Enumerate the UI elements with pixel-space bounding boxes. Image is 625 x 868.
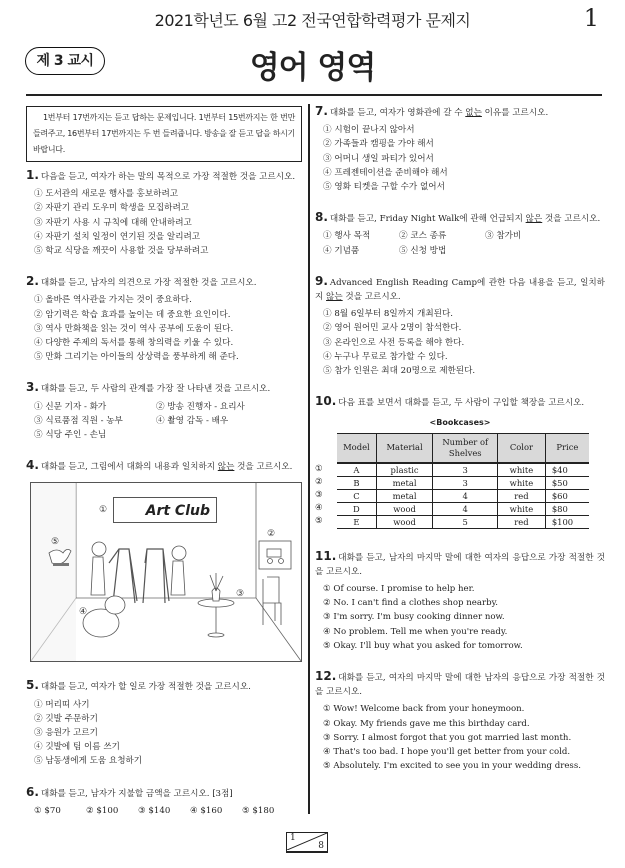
option-4[interactable]: ④ 다양한 주제의 독서를 통해 창의력을 키울 수 있다. [34, 338, 234, 349]
row-mark-4[interactable]: ④ [315, 502, 323, 513]
option-1[interactable]: ① 행사 목적 [323, 231, 371, 242]
option-5[interactable]: ⑤ 영화 티켓을 구할 수가 없어서 [323, 182, 445, 193]
bookcase-table-wrapper [315, 433, 605, 529]
question-number: 11. [315, 548, 337, 563]
page-number: 1 [583, 4, 599, 32]
option-3[interactable]: ③ 응원가 고르기 [34, 728, 98, 739]
question-stem: 대화를 듣고, 여자가 할 일로 가장 적절한 것을 고르시오. [40, 682, 251, 693]
option-2[interactable]: ② 암기력은 학습 효과를 높이는 데 중요한 요인이다. [34, 309, 231, 320]
option-3[interactable]: ③ $140 [138, 805, 171, 816]
question-7 [315, 104, 605, 194]
question-stem: 대화를 듣고, 남자의 마지막 말에 대한 여자의 응답으로 가장 적절한 것을 고르시오. [315, 552, 605, 577]
table-cell: red [498, 489, 546, 502]
table-cell: metal [376, 476, 433, 489]
question-stem: 대화를 듣고, 그림에서 대화의 내용과 일치하지 [40, 462, 218, 473]
table-cell: red [498, 515, 546, 528]
table-cell: $40 [545, 463, 589, 477]
question-5 [26, 678, 302, 768]
table-cell: white [498, 502, 546, 515]
option-2[interactable]: ② $100 [86, 805, 119, 816]
table-cell: metal [376, 489, 433, 502]
option-1[interactable]: ① 8월 6일부터 8일까지 개최된다. [323, 309, 453, 320]
option-3[interactable]: ③ 참가비 [485, 231, 522, 242]
option-3[interactable]: ③ 어머니 생일 파티가 있어서 [323, 153, 434, 164]
option-1[interactable]: ① 머리띠 사기 [34, 699, 90, 710]
table-cell: E [337, 515, 376, 528]
question-3 [26, 380, 302, 442]
row-mark-5[interactable]: ⑤ [315, 515, 323, 526]
option-3[interactable]: ③ 온라인으로 사전 등록을 해야 한다. [323, 337, 465, 348]
page-indicator [286, 832, 328, 853]
current-page: 1 [290, 833, 296, 843]
option-1[interactable]: ① Of course. I promise to help her. [323, 584, 475, 595]
option-2[interactable]: ② No. I can't find a clothes shop nearby. [323, 598, 499, 609]
table-cell: $80 [545, 502, 589, 515]
column-header: Price [545, 433, 589, 463]
option-5[interactable]: ⑤ 신청 방법 [399, 245, 447, 256]
option-4[interactable]: ④ 프레젠테이션을 준비해야 해서 [323, 167, 448, 178]
table-cell: D [337, 502, 376, 515]
column-header: Model [337, 433, 376, 463]
table-cell: $50 [545, 476, 589, 489]
table-cell: 3 [433, 476, 498, 489]
question-number: 6. [26, 784, 39, 799]
table-cell: $60 [545, 489, 589, 502]
question-11 [315, 549, 605, 653]
table-cell: plastic [376, 463, 433, 477]
question-number: 8. [315, 210, 328, 225]
question-8 [315, 210, 605, 258]
listening-notice: 1번부터 17번까지는 듣고 답하는 문제입니다. 1번부터 15번까지는 한 번만 들려주고, 16번부터 17번까지는 두 번 들려줍니다. 방송을 잘 듣고 답을 하시기 바랍니다. [26, 106, 302, 162]
art-club-banner: Art Club [113, 497, 217, 523]
question-9 [315, 274, 605, 378]
question-10 [315, 394, 605, 528]
option-3[interactable]: ③ Sorry. I almost forgot that you got married last month. [323, 732, 572, 743]
table-header-row [337, 433, 589, 463]
question-stem: 다음 표를 보면서 대화를 듣고, 두 사람이 구입할 책장을 고르시오. [338, 398, 585, 409]
option-3[interactable]: ③ 역사 만화책을 읽는 것이 역사 공부에 도움이 된다. [34, 323, 234, 334]
right-column [315, 102, 605, 774]
option-4[interactable]: ④ No problem. Tell me when you're ready. [323, 626, 508, 637]
table-cell: 4 [433, 489, 498, 502]
left-column [26, 102, 302, 818]
option-5[interactable]: ⑤ Okay. I'll buy what you asked for tomorrow. [323, 640, 523, 651]
table-caption: <Bookcases> [429, 418, 491, 428]
column-header: Color [498, 433, 546, 463]
table-cell: 5 [433, 515, 498, 528]
bookcase-table [337, 433, 589, 529]
question-number: 1. [26, 168, 39, 182]
table-row-marks [315, 433, 337, 529]
option-5[interactable]: ⑤ $180 [242, 805, 275, 816]
total-pages: 8 [318, 841, 324, 851]
question-4 [26, 458, 302, 662]
table-cell: white [498, 463, 546, 477]
option-4[interactable]: ④ 누구나 무료로 참가할 수 있다. [323, 351, 448, 362]
question-stem-end: 것을 고르시오. [234, 462, 293, 473]
option-4[interactable]: ④ 깃발에 팀 이름 쓰기 [34, 742, 120, 753]
row-mark-1[interactable]: ① [315, 463, 323, 474]
option-5[interactable]: ⑤ Absolutely. I'm excited to see you in your wedding dress. [323, 761, 581, 772]
question-stem: 대화를 듣고, 두 사람의 관계를 가장 잘 나타낸 것을 고르시오. [40, 384, 271, 395]
table-row [337, 489, 589, 502]
table-cell: 3 [433, 463, 498, 477]
question-stem: 대화를 듣고, Friday Night Walk에 관해 언급되지 [329, 214, 526, 225]
option-2[interactable]: ② 방송 진행자 - 요리사 [156, 401, 245, 412]
picture-mark-1: ① [99, 505, 108, 516]
table-cell: C [337, 489, 376, 502]
option-2[interactable]: ② 깃발 주문하기 [34, 713, 98, 724]
table-cell: A [337, 463, 376, 477]
underlined-word: 없는 [465, 108, 482, 118]
period-badge: 제 3 교시 [25, 47, 105, 75]
table-cell: white [498, 476, 546, 489]
table-row [337, 476, 589, 489]
option-1[interactable]: ① $70 [34, 805, 61, 816]
option-5[interactable]: ⑤ 남동생에게 도움 요청하기 [34, 756, 143, 767]
table-row [337, 463, 589, 477]
question-1 [26, 168, 302, 258]
question-stem-end: 이유를 고르시오. [481, 108, 549, 118]
table-row [337, 502, 589, 515]
question-stem: 대화를 듣고, 남자가 지불할 금액을 고르시오. [3점] [40, 788, 233, 799]
row-mark-3[interactable]: ③ [315, 489, 323, 500]
option-2[interactable]: ② Okay. My friends gave me this birthday card. [323, 718, 530, 729]
underlined-word: 않은 [525, 214, 543, 225]
question-stem: 대화를 듣고, 여자가 영화관에 갈 수 [329, 108, 466, 118]
exam-subtitle: 2021학년도 6월 고2 전국연합학력평가 문제지 [154, 11, 471, 30]
column-header: Material [376, 433, 433, 463]
question-stem-end: 것을 고르시오. [342, 292, 401, 303]
picture-mark-4: ④ [79, 607, 88, 618]
option-3[interactable]: ③ 자판기 사용 시 규칙에 대해 안내하려고 [34, 217, 192, 228]
underlined-word: 않는 [217, 462, 235, 473]
table-cell: wood [376, 515, 433, 528]
question-number: 4. [26, 458, 39, 473]
option-3[interactable]: ③ 식료품점 직원 - 농부 [34, 415, 123, 426]
option-5[interactable]: ⑤ 식당 주인 - 손님 [34, 430, 107, 441]
picture-mark-3: ③ [236, 589, 245, 600]
picture-mark-2: ② [267, 529, 276, 540]
question-stem: Advanced English Reading Camp에 관한 다음 내용을 듣고, 일치하지 [315, 277, 605, 303]
option-1[interactable]: ① 신문 기자 - 화가 [34, 401, 107, 412]
option-4[interactable]: ④ 촬영 감독 - 배우 [156, 415, 229, 426]
option-2[interactable]: ② 자판기 관리 도우미 학생을 모집하려고 [34, 203, 190, 214]
table-row [337, 515, 589, 528]
question-number: 7. [315, 104, 328, 118]
option-4[interactable]: ④ $160 [190, 805, 223, 816]
table-cell: $100 [545, 515, 589, 528]
question-number: 2. [26, 274, 39, 289]
option-4[interactable]: ④ 자판기 설치 일정이 연기된 것을 알리려고 [34, 231, 201, 242]
row-mark-2[interactable]: ② [315, 476, 323, 487]
table-cell: 4 [433, 502, 498, 515]
option-2[interactable]: ② 가족들과 캠핑을 가야 해서 [323, 139, 434, 150]
option-1[interactable]: ① 도서관의 새로운 행사를 홍보하려고 [34, 189, 179, 200]
question-number: 10. [315, 394, 337, 409]
option-2[interactable]: ② 영어 원어민 교사 2명이 참석한다. [323, 323, 462, 334]
option-4[interactable]: ④ 기념품 [323, 245, 360, 256]
option-1[interactable]: ① 올바른 역사관을 가지는 것이 중요하다. [34, 295, 192, 306]
option-5[interactable]: ⑤ 학교 식당을 깨끗이 사용할 것을 당부하려고 [34, 246, 209, 257]
question-6 [26, 785, 302, 818]
question-stem: 대화를 듣고, 남자의 의견으로 가장 적절한 것을 고르시오. [40, 278, 257, 289]
table-cell: B [337, 476, 376, 489]
question-stem: 다음을 듣고, 여자가 하는 말의 목적으로 가장 적절한 것을 고르시오. [40, 172, 296, 182]
option-2[interactable]: ② 코스 종류 [399, 231, 447, 242]
question-stem: 대화를 듣고, 여자의 마지막 말에 대한 남자의 응답으로 가장 적절한 것을 고르시오. [315, 673, 605, 698]
header-divider [26, 94, 602, 96]
page-title: 영어 영역 [249, 50, 376, 86]
question-number: 3. [26, 380, 39, 395]
picture-mark-5: ⑤ [51, 537, 60, 548]
option-1[interactable]: ① 시험이 끝나지 않아서 [323, 125, 415, 136]
question-stem-end: 것을 고르시오. [542, 214, 601, 225]
option-4[interactable]: ④ That's too bad. I hope you'll get better from your cold. [323, 747, 571, 758]
table-cell: wood [376, 502, 433, 515]
option-1[interactable]: ① Wow! Welcome back from your honeymoon. [323, 704, 525, 715]
question-number: 12. [315, 669, 337, 684]
question-2 [26, 274, 302, 364]
column-divider [308, 104, 310, 814]
underlined-word: 않는 [326, 292, 343, 303]
question-number: 5. [26, 678, 39, 693]
option-3[interactable]: ③ I'm sorry. I'm busy cooking dinner now. [323, 612, 505, 623]
column-header: Number of Shelves [433, 433, 498, 463]
option-5[interactable]: ⑤ 만화 그리기는 아이들의 상상력을 풍부하게 해 준다. [34, 352, 239, 363]
question-number: 9. [315, 273, 328, 288]
question-12 [315, 669, 605, 773]
option-5[interactable]: ⑤ 참가 인원은 최대 20명으로 제한된다. [323, 366, 476, 377]
art-club-illustration [30, 482, 302, 662]
